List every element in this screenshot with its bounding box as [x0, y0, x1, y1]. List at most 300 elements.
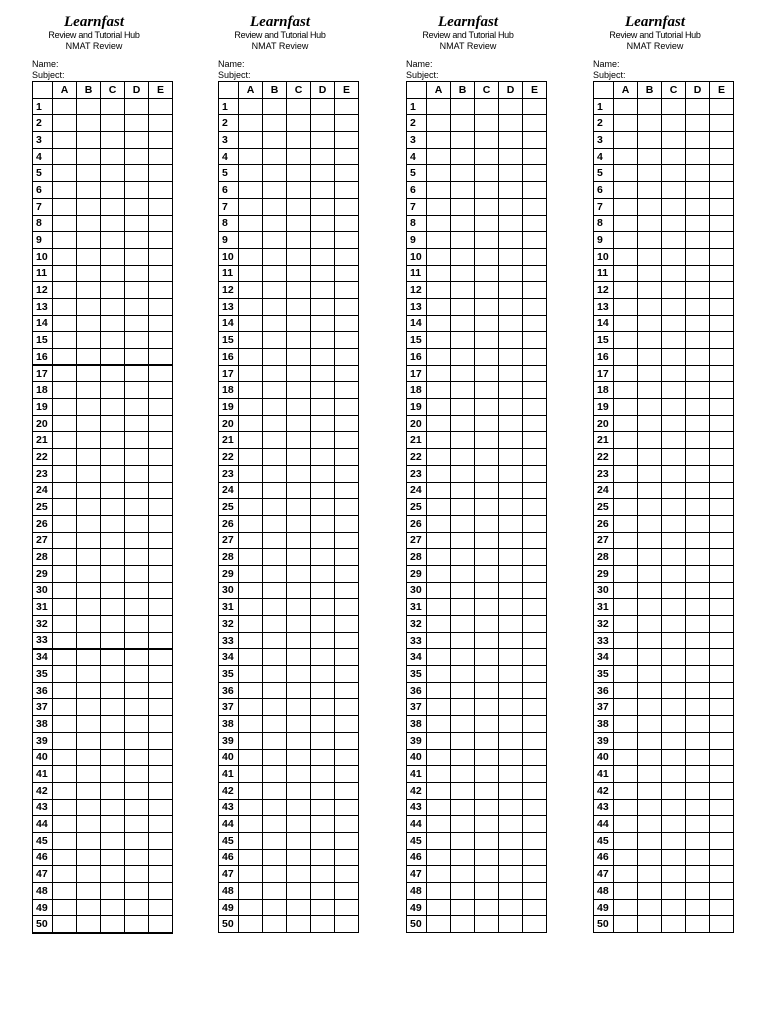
answer-cell-a[interactable]	[239, 832, 263, 849]
answer-cell-c[interactable]	[101, 649, 125, 666]
answer-cell-e[interactable]	[335, 248, 359, 265]
answer-cell-c[interactable]	[662, 899, 686, 916]
answer-cell-d[interactable]	[125, 282, 149, 299]
answer-cell-e[interactable]	[523, 916, 547, 933]
answer-cell-e[interactable]	[335, 532, 359, 549]
answer-cell-a[interactable]	[239, 766, 263, 783]
answer-cell-e[interactable]	[710, 832, 734, 849]
answer-cell-c[interactable]	[475, 165, 499, 182]
answer-cell-a[interactable]	[53, 899, 77, 916]
answer-cell-c[interactable]	[101, 699, 125, 716]
answer-cell-a[interactable]	[53, 365, 77, 382]
answer-cell-b[interactable]	[263, 499, 287, 516]
answer-cell-e[interactable]	[335, 415, 359, 432]
answer-cell-e[interactable]	[335, 298, 359, 315]
answer-cell-b[interactable]	[451, 532, 475, 549]
answer-cell-a[interactable]	[53, 198, 77, 215]
answer-cell-b[interactable]	[451, 716, 475, 733]
answer-cell-e[interactable]	[149, 732, 173, 749]
answer-cell-e[interactable]	[523, 115, 547, 132]
answer-cell-c[interactable]	[287, 682, 311, 699]
answer-cell-e[interactable]	[335, 315, 359, 332]
answer-cell-a[interactable]	[614, 165, 638, 182]
answer-cell-e[interactable]	[523, 582, 547, 599]
answer-cell-a[interactable]	[427, 182, 451, 199]
answer-cell-c[interactable]	[475, 832, 499, 849]
answer-cell-e[interactable]	[523, 449, 547, 466]
answer-cell-d[interactable]	[686, 499, 710, 516]
answer-cell-a[interactable]	[427, 432, 451, 449]
answer-cell-d[interactable]	[311, 599, 335, 616]
answer-cell-e[interactable]	[523, 649, 547, 666]
answer-cell-a[interactable]	[427, 449, 451, 466]
answer-cell-d[interactable]	[125, 732, 149, 749]
answer-cell-b[interactable]	[638, 699, 662, 716]
answer-cell-d[interactable]	[125, 582, 149, 599]
answer-cell-a[interactable]	[239, 232, 263, 249]
answer-cell-e[interactable]	[149, 549, 173, 566]
answer-cell-d[interactable]	[686, 515, 710, 532]
answer-cell-c[interactable]	[662, 616, 686, 633]
answer-cell-b[interactable]	[77, 449, 101, 466]
answer-cell-b[interactable]	[263, 916, 287, 933]
answer-cell-c[interactable]	[101, 382, 125, 399]
answer-cell-d[interactable]	[686, 98, 710, 115]
answer-cell-c[interactable]	[101, 465, 125, 482]
answer-cell-d[interactable]	[499, 666, 523, 683]
answer-cell-a[interactable]	[239, 198, 263, 215]
answer-cell-d[interactable]	[499, 165, 523, 182]
answer-cell-e[interactable]	[523, 616, 547, 633]
answer-cell-a[interactable]	[427, 649, 451, 666]
answer-cell-e[interactable]	[710, 632, 734, 649]
answer-cell-a[interactable]	[239, 382, 263, 399]
answer-cell-d[interactable]	[686, 716, 710, 733]
answer-cell-e[interactable]	[710, 482, 734, 499]
answer-cell-e[interactable]	[523, 298, 547, 315]
answer-cell-e[interactable]	[335, 666, 359, 683]
answer-cell-e[interactable]	[523, 248, 547, 265]
answer-cell-e[interactable]	[523, 399, 547, 416]
answer-cell-b[interactable]	[263, 465, 287, 482]
answer-cell-e[interactable]	[149, 699, 173, 716]
answer-cell-d[interactable]	[499, 315, 523, 332]
answer-cell-a[interactable]	[239, 399, 263, 416]
answer-cell-c[interactable]	[662, 732, 686, 749]
answer-cell-c[interactable]	[101, 315, 125, 332]
answer-cell-b[interactable]	[77, 432, 101, 449]
answer-cell-b[interactable]	[451, 98, 475, 115]
answer-cell-a[interactable]	[53, 816, 77, 833]
answer-cell-e[interactable]	[710, 198, 734, 215]
answer-cell-c[interactable]	[662, 165, 686, 182]
answer-cell-c[interactable]	[475, 98, 499, 115]
answer-cell-d[interactable]	[686, 482, 710, 499]
answer-cell-a[interactable]	[427, 365, 451, 382]
answer-cell-d[interactable]	[499, 248, 523, 265]
answer-cell-b[interactable]	[638, 115, 662, 132]
answer-cell-e[interactable]	[149, 916, 173, 933]
answer-cell-e[interactable]	[335, 349, 359, 366]
answer-cell-c[interactable]	[662, 298, 686, 315]
answer-cell-c[interactable]	[287, 782, 311, 799]
answer-cell-c[interactable]	[662, 449, 686, 466]
answer-cell-c[interactable]	[287, 315, 311, 332]
answer-cell-a[interactable]	[614, 749, 638, 766]
answer-cell-d[interactable]	[311, 248, 335, 265]
answer-cell-e[interactable]	[335, 599, 359, 616]
answer-cell-c[interactable]	[287, 482, 311, 499]
answer-cell-d[interactable]	[311, 766, 335, 783]
answer-cell-c[interactable]	[101, 532, 125, 549]
answer-cell-b[interactable]	[451, 499, 475, 516]
answer-cell-d[interactable]	[499, 749, 523, 766]
answer-cell-b[interactable]	[638, 415, 662, 432]
answer-cell-c[interactable]	[662, 866, 686, 883]
answer-cell-b[interactable]	[77, 515, 101, 532]
answer-cell-d[interactable]	[125, 616, 149, 633]
answer-cell-a[interactable]	[239, 799, 263, 816]
answer-cell-a[interactable]	[614, 515, 638, 532]
answer-cell-c[interactable]	[475, 666, 499, 683]
answer-cell-d[interactable]	[499, 215, 523, 232]
answer-cell-a[interactable]	[239, 298, 263, 315]
answer-cell-e[interactable]	[523, 899, 547, 916]
answer-cell-c[interactable]	[287, 866, 311, 883]
answer-cell-a[interactable]	[614, 232, 638, 249]
answer-cell-b[interactable]	[451, 832, 475, 849]
answer-cell-e[interactable]	[710, 716, 734, 733]
answer-cell-d[interactable]	[311, 532, 335, 549]
answer-cell-a[interactable]	[53, 432, 77, 449]
answer-cell-b[interactable]	[451, 916, 475, 933]
answer-cell-a[interactable]	[614, 148, 638, 165]
answer-cell-e[interactable]	[523, 282, 547, 299]
answer-cell-b[interactable]	[638, 532, 662, 549]
answer-cell-e[interactable]	[149, 198, 173, 215]
answer-cell-a[interactable]	[427, 482, 451, 499]
answer-cell-e[interactable]	[710, 499, 734, 516]
answer-cell-d[interactable]	[499, 449, 523, 466]
answer-cell-a[interactable]	[614, 866, 638, 883]
answer-cell-b[interactable]	[77, 198, 101, 215]
answer-cell-d[interactable]	[499, 582, 523, 599]
answer-cell-c[interactable]	[475, 849, 499, 866]
answer-cell-e[interactable]	[710, 132, 734, 149]
answer-cell-b[interactable]	[638, 382, 662, 399]
answer-cell-b[interactable]	[451, 449, 475, 466]
answer-cell-d[interactable]	[125, 766, 149, 783]
answer-cell-c[interactable]	[662, 515, 686, 532]
answer-cell-b[interactable]	[77, 799, 101, 816]
answer-cell-a[interactable]	[239, 215, 263, 232]
answer-cell-e[interactable]	[523, 265, 547, 282]
answer-cell-a[interactable]	[614, 332, 638, 349]
answer-cell-b[interactable]	[451, 315, 475, 332]
answer-cell-a[interactable]	[427, 332, 451, 349]
answer-cell-b[interactable]	[77, 532, 101, 549]
answer-cell-a[interactable]	[239, 182, 263, 199]
answer-cell-d[interactable]	[125, 649, 149, 666]
answer-cell-d[interactable]	[125, 782, 149, 799]
answer-cell-d[interactable]	[125, 165, 149, 182]
answer-cell-c[interactable]	[475, 499, 499, 516]
answer-cell-d[interactable]	[311, 315, 335, 332]
answer-cell-c[interactable]	[101, 215, 125, 232]
answer-cell-e[interactable]	[149, 482, 173, 499]
answer-cell-b[interactable]	[451, 198, 475, 215]
answer-cell-b[interactable]	[638, 899, 662, 916]
answer-cell-d[interactable]	[686, 632, 710, 649]
answer-cell-e[interactable]	[710, 399, 734, 416]
answer-cell-e[interactable]	[149, 349, 173, 366]
answer-cell-d[interactable]	[311, 148, 335, 165]
answer-cell-b[interactable]	[263, 215, 287, 232]
answer-cell-a[interactable]	[53, 182, 77, 199]
answer-cell-b[interactable]	[263, 832, 287, 849]
answer-cell-a[interactable]	[427, 799, 451, 816]
answer-cell-c[interactable]	[475, 749, 499, 766]
answer-cell-e[interactable]	[710, 899, 734, 916]
answer-cell-c[interactable]	[662, 699, 686, 716]
answer-cell-b[interactable]	[263, 866, 287, 883]
answer-cell-b[interactable]	[638, 582, 662, 599]
answer-cell-c[interactable]	[475, 649, 499, 666]
answer-cell-b[interactable]	[77, 298, 101, 315]
answer-cell-b[interactable]	[638, 182, 662, 199]
answer-cell-e[interactable]	[710, 282, 734, 299]
answer-cell-e[interactable]	[149, 866, 173, 883]
answer-cell-c[interactable]	[287, 132, 311, 149]
answer-cell-c[interactable]	[662, 365, 686, 382]
answer-cell-b[interactable]	[451, 265, 475, 282]
answer-cell-e[interactable]	[523, 232, 547, 249]
answer-cell-c[interactable]	[101, 916, 125, 933]
answer-cell-d[interactable]	[686, 732, 710, 749]
answer-cell-d[interactable]	[499, 349, 523, 366]
answer-cell-b[interactable]	[263, 432, 287, 449]
answer-cell-d[interactable]	[499, 332, 523, 349]
answer-cell-d[interactable]	[125, 899, 149, 916]
answer-cell-e[interactable]	[523, 883, 547, 900]
answer-cell-b[interactable]	[77, 565, 101, 582]
answer-cell-d[interactable]	[311, 298, 335, 315]
answer-cell-c[interactable]	[475, 182, 499, 199]
answer-cell-e[interactable]	[523, 315, 547, 332]
answer-cell-e[interactable]	[710, 115, 734, 132]
answer-cell-d[interactable]	[686, 349, 710, 366]
answer-cell-a[interactable]	[53, 282, 77, 299]
answer-cell-e[interactable]	[523, 732, 547, 749]
answer-cell-b[interactable]	[451, 515, 475, 532]
answer-cell-c[interactable]	[101, 616, 125, 633]
answer-cell-d[interactable]	[499, 415, 523, 432]
answer-cell-c[interactable]	[662, 883, 686, 900]
answer-cell-b[interactable]	[451, 115, 475, 132]
answer-cell-e[interactable]	[149, 232, 173, 249]
answer-cell-e[interactable]	[149, 816, 173, 833]
answer-cell-a[interactable]	[239, 365, 263, 382]
answer-cell-b[interactable]	[263, 365, 287, 382]
answer-cell-d[interactable]	[686, 766, 710, 783]
answer-cell-d[interactable]	[311, 682, 335, 699]
answer-cell-d[interactable]	[311, 465, 335, 482]
answer-cell-e[interactable]	[149, 399, 173, 416]
answer-cell-e[interactable]	[523, 499, 547, 516]
answer-cell-e[interactable]	[335, 382, 359, 399]
answer-cell-a[interactable]	[614, 549, 638, 566]
answer-cell-d[interactable]	[125, 315, 149, 332]
answer-cell-e[interactable]	[710, 98, 734, 115]
answer-cell-a[interactable]	[239, 549, 263, 566]
answer-cell-b[interactable]	[263, 115, 287, 132]
answer-cell-b[interactable]	[77, 732, 101, 749]
answer-cell-e[interactable]	[523, 349, 547, 366]
answer-cell-a[interactable]	[239, 682, 263, 699]
answer-cell-a[interactable]	[239, 632, 263, 649]
answer-cell-d[interactable]	[311, 399, 335, 416]
answer-cell-d[interactable]	[125, 666, 149, 683]
answer-cell-e[interactable]	[149, 766, 173, 783]
answer-cell-b[interactable]	[263, 799, 287, 816]
answer-cell-a[interactable]	[53, 165, 77, 182]
answer-cell-c[interactable]	[101, 515, 125, 532]
answer-cell-a[interactable]	[239, 499, 263, 516]
answer-cell-b[interactable]	[263, 148, 287, 165]
answer-cell-e[interactable]	[335, 265, 359, 282]
answer-cell-b[interactable]	[263, 699, 287, 716]
answer-cell-e[interactable]	[149, 832, 173, 849]
answer-cell-c[interactable]	[475, 399, 499, 416]
answer-cell-b[interactable]	[451, 365, 475, 382]
answer-cell-e[interactable]	[335, 399, 359, 416]
answer-cell-c[interactable]	[101, 165, 125, 182]
answer-cell-c[interactable]	[101, 115, 125, 132]
answer-cell-b[interactable]	[638, 399, 662, 416]
answer-cell-d[interactable]	[311, 165, 335, 182]
answer-cell-d[interactable]	[686, 165, 710, 182]
answer-cell-e[interactable]	[149, 532, 173, 549]
answer-cell-e[interactable]	[710, 265, 734, 282]
answer-cell-c[interactable]	[662, 182, 686, 199]
answer-cell-c[interactable]	[101, 232, 125, 249]
answer-cell-c[interactable]	[287, 165, 311, 182]
answer-cell-d[interactable]	[311, 232, 335, 249]
answer-cell-c[interactable]	[287, 582, 311, 599]
answer-cell-c[interactable]	[101, 248, 125, 265]
answer-cell-c[interactable]	[101, 883, 125, 900]
answer-cell-d[interactable]	[686, 432, 710, 449]
answer-cell-a[interactable]	[614, 916, 638, 933]
answer-cell-e[interactable]	[710, 782, 734, 799]
answer-cell-b[interactable]	[263, 482, 287, 499]
answer-cell-a[interactable]	[427, 515, 451, 532]
answer-cell-c[interactable]	[287, 449, 311, 466]
answer-cell-b[interactable]	[263, 816, 287, 833]
answer-cell-d[interactable]	[125, 515, 149, 532]
answer-cell-b[interactable]	[638, 232, 662, 249]
answer-cell-d[interactable]	[311, 916, 335, 933]
answer-cell-d[interactable]	[499, 649, 523, 666]
answer-cell-e[interactable]	[149, 282, 173, 299]
answer-cell-a[interactable]	[239, 582, 263, 599]
answer-cell-c[interactable]	[287, 182, 311, 199]
answer-cell-a[interactable]	[53, 549, 77, 566]
answer-cell-a[interactable]	[427, 616, 451, 633]
answer-cell-c[interactable]	[475, 449, 499, 466]
answer-cell-e[interactable]	[335, 432, 359, 449]
answer-cell-d[interactable]	[499, 399, 523, 416]
answer-cell-b[interactable]	[77, 599, 101, 616]
answer-cell-b[interactable]	[638, 732, 662, 749]
answer-cell-d[interactable]	[125, 399, 149, 416]
answer-cell-b[interactable]	[638, 98, 662, 115]
answer-cell-c[interactable]	[101, 716, 125, 733]
answer-cell-a[interactable]	[614, 699, 638, 716]
answer-cell-d[interactable]	[125, 465, 149, 482]
answer-cell-e[interactable]	[335, 165, 359, 182]
answer-cell-c[interactable]	[475, 265, 499, 282]
answer-cell-b[interactable]	[451, 682, 475, 699]
answer-cell-e[interactable]	[523, 782, 547, 799]
answer-cell-e[interactable]	[149, 315, 173, 332]
answer-cell-b[interactable]	[77, 816, 101, 833]
answer-cell-a[interactable]	[239, 716, 263, 733]
answer-cell-d[interactable]	[311, 632, 335, 649]
answer-cell-d[interactable]	[686, 849, 710, 866]
answer-cell-b[interactable]	[263, 716, 287, 733]
answer-cell-b[interactable]	[263, 732, 287, 749]
answer-cell-a[interactable]	[427, 766, 451, 783]
answer-cell-d[interactable]	[311, 432, 335, 449]
answer-cell-b[interactable]	[451, 899, 475, 916]
answer-cell-d[interactable]	[125, 632, 149, 649]
answer-cell-c[interactable]	[287, 766, 311, 783]
answer-cell-c[interactable]	[101, 265, 125, 282]
answer-cell-e[interactable]	[523, 549, 547, 566]
answer-cell-b[interactable]	[263, 766, 287, 783]
answer-cell-a[interactable]	[427, 682, 451, 699]
answer-cell-d[interactable]	[311, 883, 335, 900]
answer-cell-d[interactable]	[686, 916, 710, 933]
answer-cell-d[interactable]	[125, 449, 149, 466]
answer-cell-d[interactable]	[499, 132, 523, 149]
answer-cell-a[interactable]	[239, 899, 263, 916]
answer-cell-a[interactable]	[614, 716, 638, 733]
answer-cell-d[interactable]	[499, 632, 523, 649]
answer-cell-a[interactable]	[614, 849, 638, 866]
answer-cell-e[interactable]	[523, 766, 547, 783]
answer-cell-b[interactable]	[77, 499, 101, 516]
answer-cell-d[interactable]	[311, 115, 335, 132]
answer-cell-c[interactable]	[475, 315, 499, 332]
answer-cell-b[interactable]	[263, 298, 287, 315]
answer-cell-e[interactable]	[710, 849, 734, 866]
answer-cell-d[interactable]	[125, 232, 149, 249]
answer-cell-e[interactable]	[149, 582, 173, 599]
answer-cell-b[interactable]	[638, 465, 662, 482]
answer-cell-a[interactable]	[53, 115, 77, 132]
answer-cell-a[interactable]	[427, 782, 451, 799]
answer-cell-d[interactable]	[311, 215, 335, 232]
answer-cell-c[interactable]	[101, 582, 125, 599]
answer-cell-a[interactable]	[614, 682, 638, 699]
answer-cell-d[interactable]	[125, 265, 149, 282]
answer-cell-e[interactable]	[523, 182, 547, 199]
answer-cell-b[interactable]	[263, 282, 287, 299]
answer-cell-d[interactable]	[686, 298, 710, 315]
answer-cell-d[interactable]	[125, 215, 149, 232]
